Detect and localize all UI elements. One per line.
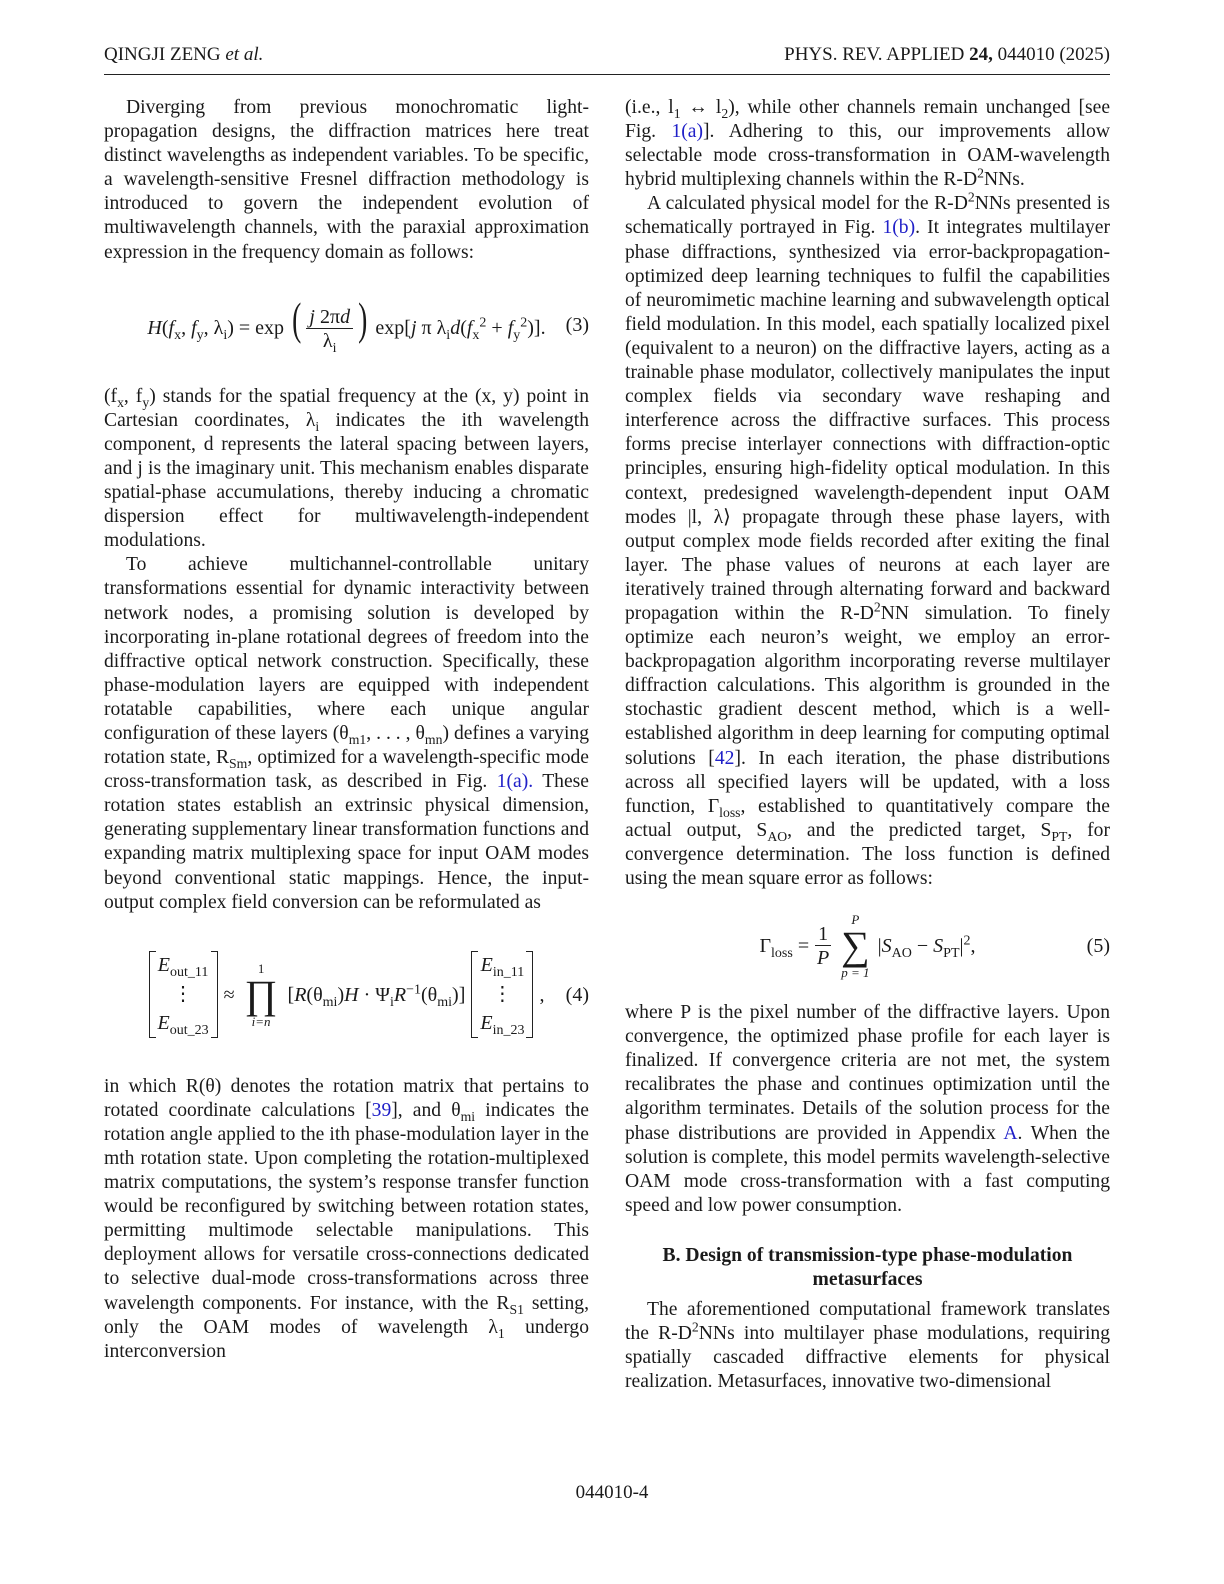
equation-4: [104, 915, 589, 1075]
left-column: [104, 96, 589, 1364]
reference-link[interactable]: A: [1003, 1122, 1018, 1144]
paragraph-rotation-states: To achieve multichannel-controllable unitary transformations essential for dynamic interactivity between network nodes, a promising solution is developed by incorporating in-plane rotational degrees of freedom into the diffractive optical network construction. Specifically, these phase-modulation layers are equipped with independent rotatable capabilities, where each unique angular configuration of these layers ($\theta_{m1}$, . . . , $\theta_{mn}$) defines a varying rotation state, $R_{Sm}$, optimized for a wavelength-specific mode cross-transformation task, as described in Fig. 1(a). These rotation states establish an extrinsic physical dimension, generating supplementary linear transformation functions and expanding matrix multiplexing space for input OAM modes beyond conventional static mappings. Hence, the input-output complex field conversion can be reformulated as: [104, 554, 589, 913]
header-citation: PHYS. REV. APPLIED 24, 044010 (2025): [784, 44, 1110, 65]
paragraph-convergence: where P is the pixel number of the diffractive layers. Upon convergence, the optimized phase profile for each layer is finalized. If convergence criteria are not met, the system recalibrates the phase and continues optimization until the algorithm terminates. Details of the solution process for the phase distributions are provided in Appendix A. When the solution is complete, this model permits wavelength-selective OAM mode cross-transformation with a fast computing speed and low power consumption.: [625, 1002, 1110, 1216]
reference-link[interactable]: 1(a): [671, 121, 703, 143]
paragraph-continuation: (i.e., $l_1$ ↔ $l_2$), while other channels remain unchanged [see Fig. 1(a)]. Adhering to this, our improvements allow selectable mode cross-transformation in OAM-wavelength hybrid multiplexing channels within the $R-D^2NNs$.: [625, 97, 1111, 191]
reference-link[interactable]: 42: [714, 747, 735, 769]
equation-3: [104, 265, 589, 385]
reference-link[interactable]: 39: [371, 1099, 392, 1121]
header-divider: [104, 74, 1110, 75]
paragraph-metasurfaces: The aforementioned computational framework translates the $R-D^2NNs$ into multilayer phase modulations, requiring spatially cascaded diffractive elements for physical realization. Metasurfaces, innovative two-dimensional: [625, 1298, 1110, 1393]
paragraph-fresnel-intro: Diverging from previous monochromatic light-propagation designs, the diffraction matrices here treat distinct wavelengths as independent variables. To be specific, a wavelength-sensitive Fresnel diffraction methodology is introduced to govern the independent evolution of multiwavelength channels, with the paraxial approximation expression in the frequency domain as follows:: [104, 97, 589, 263]
header-authors: QINGJI ZENG et al.: [104, 44, 264, 65]
reference-link[interactable]: 1(a).: [496, 771, 534, 793]
equation-5: [625, 891, 1110, 1001]
paragraph-rotation-matrix: in which R(θ) denotes the rotation matrix that pertains to rotated coordinate calculations [39], and $\theta_{mi}$ indicates the rotation angle applied to the ith phase-modulation layer in the mth rotation state. Upon completing the rotation-multiplexed matrix computations, the system’s response transfer function would be reconfigured by switching between rotation states, permitting multimode selectable manipulations. This deployment allows for versatile cross-connections dedicated to selective dual-mode cross-transformations across three wavelength components. For instance, with the $R_{S1}$ setting, only the OAM modes of wavelength $\lambda_1$ undergo interconversion: [104, 1075, 589, 1362]
paragraph-physical-model: A calculated physical model for the $R-D^2NNs$ presented is schematically portrayed in Fig. 1(b). It integrates multilayer phase diffractions, synthesized via error-backpropagation-optimized deep learning techniques to fulfil the capabilities of neuromimetic machine learning and subwavelength optical field modulation. In this model, each spatially localized pixel (equivalent to a neuron) on the diffractive layers, acting as a trainable phase modulator, collectively manipulates the input complex fields via secondary wave reshaping and interference across the diffractive surfaces. This process forms precise interlayer connections with diffraction-optic principles, ensuring high-fidelity optical modulation. In this context, predesigned wavelength-dependent input OAM modes |l, λ⟩ propagate through these phase layers, with output complex mode fields recorded after exiting the final layer. The phase values of neurons at each layer are iteratively trained through alternating forward and backward propagation within the $R-D^2NN$ simulation. To finely optimize each neuron’s weight, we employ an error-backpropagation algorithm incorporating reverse multilayer diffraction calculations. This algorithm is grounded in the stochastic gradient descent method, which is a well-established algorithm in deep learning for computing optimal solutions [42]. In each iteration, the phase distributions across all specified layers will be updated, with a loss function, $\Gamma_{loss}$, established to quantitatively compare the actual output, $S_{AO}$, and the predicted target, $S_{PT}$, for convergence determination. The loss function is defined using the mean square error as follows:: [625, 189, 1110, 889]
input-field-vector: $E_{in\_11}$ ⋮ $E_{in\_23}$: [471, 951, 533, 1038]
equation-3-number: (3): [565, 313, 589, 336]
sum-operator: P ∑ p = 1: [841, 912, 870, 981]
product-operator: 1 ∏ i=n: [244, 960, 278, 1029]
running-header: [104, 44, 1110, 72]
equation-4-body: $E_{out\_11}$ ⋮ $E_{out\_23}$ ≈ 1 ∏ i=n $[R(\theta_{mi})H \cdot \Psi_iR^{-1}(\theta_{mi})]$ $E_{in\_11}$ ⋮ $E_{in\_23}$ ,: [149, 951, 545, 1038]
page-number: 044010-4: [575, 1482, 649, 1503]
equation-5-body: $\Gamma_{loss}$ = $\frac{1}{P}$ P ∑ p = 1 $|S_{AO} - S_{PT}|^2$,: [759, 912, 976, 981]
equation-5-number: (5): [1086, 935, 1110, 958]
reference-link[interactable]: 1(b): [882, 217, 916, 239]
section-heading-b: B. Design of transmission-type phase-modulation metasurfaces: [662, 1244, 1073, 1290]
equation-4-number: (4): [565, 983, 589, 1006]
equation-3-body: $H(f_x$, $f_y$, $\lambda_i) = \exp$ ( $\frac{j 2\pi d}{\lambda_i}$ ) exp[j π $\lambda_id(f_x^2 + f_y^2)$].: [147, 293, 546, 357]
paragraph-variable-definitions: ($f_x$, $f_y$) stands for the spatial frequency at the (x, y) point in Cartesian coordinates, $\lambda_i$ indicates the ith wavelength component, d represents the lateral spacing between layers, and j is the imaginary unit. This mechanism enables disparate spatial-phase accumulations, thereby inducing a chromatic dispersion effect for multiwavelength-independent modulations.: [104, 385, 589, 552]
output-field-vector: $E_{out\_11}$ ⋮ $E_{out\_23}$: [149, 951, 218, 1038]
right-column: [625, 96, 1110, 1394]
